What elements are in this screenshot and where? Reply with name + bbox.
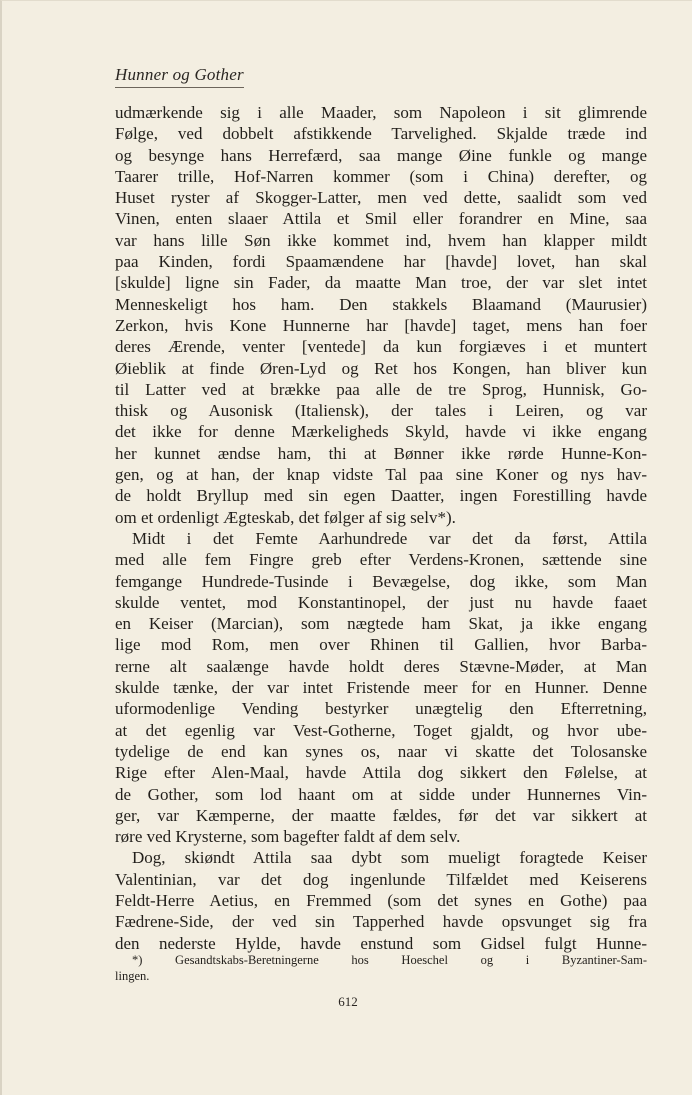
text-line: Zerkon, hvis Kone Hunnerne har [havde] taget, mens han foer: [115, 315, 647, 335]
page-number: 612: [338, 994, 358, 1009]
text-line: [skulde] ligne sin Fader, da maatte Man troe, der var slet intet: [115, 273, 647, 293]
text-line: Huset ryster af Skogger-Latter, men ved dette, saalidt som ved: [115, 188, 647, 208]
text-line: var hans lille Søn ikke kommet ind, hvem han klapper mildt: [115, 230, 647, 250]
text-line: det ikke for denne Mærkeligheds Skyld, havde vi ikke engang: [115, 422, 647, 442]
text-line: skulde ventet, mod Konstantinopel, der just nu havde faaet: [115, 592, 647, 612]
footnote-line: *) Gesandtskabs-Beretningerne hos Hoeschel og i Byzantiner-Sam-: [132, 953, 647, 967]
text-line: de Gother, som lod haant om at sidde under Hunnernes Vin-: [115, 784, 647, 804]
text-line: ger, var Kæmperne, der maatte fældes, før det var sikkert at: [115, 805, 647, 825]
text-line: Feldt-Herre Aetius, en Fremmed (som det synes en Gothe) paa: [115, 890, 647, 910]
text-line: Rige efter Alen-Maal, havde Attila dog sikkert den Følelse, at: [115, 763, 647, 783]
text-line: paa Kinden, fordi Spaamændene har [havde] lovet, han skal: [115, 252, 647, 272]
text-line: til Latter ved at brække paa alle de tre Sprog, Hunnisk, Go-: [115, 379, 647, 399]
running-header: Hunner og Gother: [115, 65, 244, 88]
text-line: en Keiser (Marcian), som nægtede ham Skat, ja ikke engang: [115, 614, 647, 634]
text-line: her kunnet ændse ham, thi at Bønner ikke rørde Hunne-Kon-: [115, 443, 647, 463]
text-line: Valentinian, var det dog ingenlunde Tilfældet med Keiserens: [115, 869, 647, 889]
text-line: og besynge hans Herrefærd, saa mange Øine funkle og mange: [115, 145, 647, 165]
text-line: at det egenlig var Vest-Gotherne, Toget gjaldt, og hvor ube-: [115, 720, 647, 740]
text-line: gen, og at han, der knap vidste Tal paa sine Koner og nys hav-: [115, 465, 647, 485]
text-line: femgange Hundrede-Tusinde i Bevægelse, dog ikke, som Man: [115, 571, 647, 591]
text-line: tydelige de end kan synes os, naar vi skatte det Tolosanske: [115, 741, 647, 761]
paragraph-start-line: Dog, skiøndt Attila saa dybt som mueligt foragtede Keiser: [132, 848, 647, 868]
footnote-line: lingen.: [115, 969, 150, 983]
text-line: Taarer trille, Hof-Narren kommer (som i China) derefter, og: [115, 166, 647, 186]
text-line: med alle fem Fingre greb efter Verdens-Kronen, sættende sine: [115, 550, 647, 570]
text-line: deres Ærende, venter [ventede] da kun forgiæves i et muntert: [115, 337, 647, 357]
text-line: om et ordenligt Ægteskab, det følger af sig selv*).: [115, 507, 456, 527]
text-line: den nederste Hylde, havde enstund som Gidsel fulgt Hunne-: [115, 933, 647, 953]
text-line: Følge, ved dobbelt afstikkende Tarvelighed. Skjalde træde ind: [115, 124, 647, 144]
text-line: Øieblik at finde Øren-Lyd og Ret hos Kongen, han bliver kun: [115, 358, 647, 378]
text-line: røre ved Krysterne, som bagefter faldt af dem selv.: [115, 827, 461, 847]
text-line: lige mod Rom, men over Rhinen til Gallien, hvor Barba-: [115, 635, 647, 655]
text-line: skulde tænke, der var intet Fristende meer for en Hunner. Denne: [115, 678, 647, 698]
text-line: rerne alt saalænge havde holdt deres Stævne-Møder, at Man: [115, 656, 647, 676]
text-line: Menneskeligt hos ham. Den stakkels Blaamand (Maurusier): [115, 294, 647, 314]
text-line: uformodenlige Vending bestyrker unægtelig den Efterretning,: [115, 699, 647, 719]
paragraph-start-line: Midt i det Femte Aarhundrede var det da først, Attila: [132, 528, 647, 548]
text-line: de holdt Bryllup med sin egen Daatter, ingen Forestilling havde: [115, 486, 647, 506]
body-text: [115, 102, 647, 954]
text-line: Fædrene-Side, der ved sin Tapperhed havde opsvunget sig fra: [115, 912, 647, 932]
footnote: [115, 952, 647, 984]
text-line: thisk og Ausonisk (Italiensk), der tales i Leiren, og var: [115, 401, 647, 421]
text-line: udmærkende sig i alle Maader, som Napoleon i sit glimrende: [115, 103, 647, 122]
text-line: Vinen, enten slaaer Attila et Smil eller forandrer en Mine, saa: [115, 209, 647, 229]
